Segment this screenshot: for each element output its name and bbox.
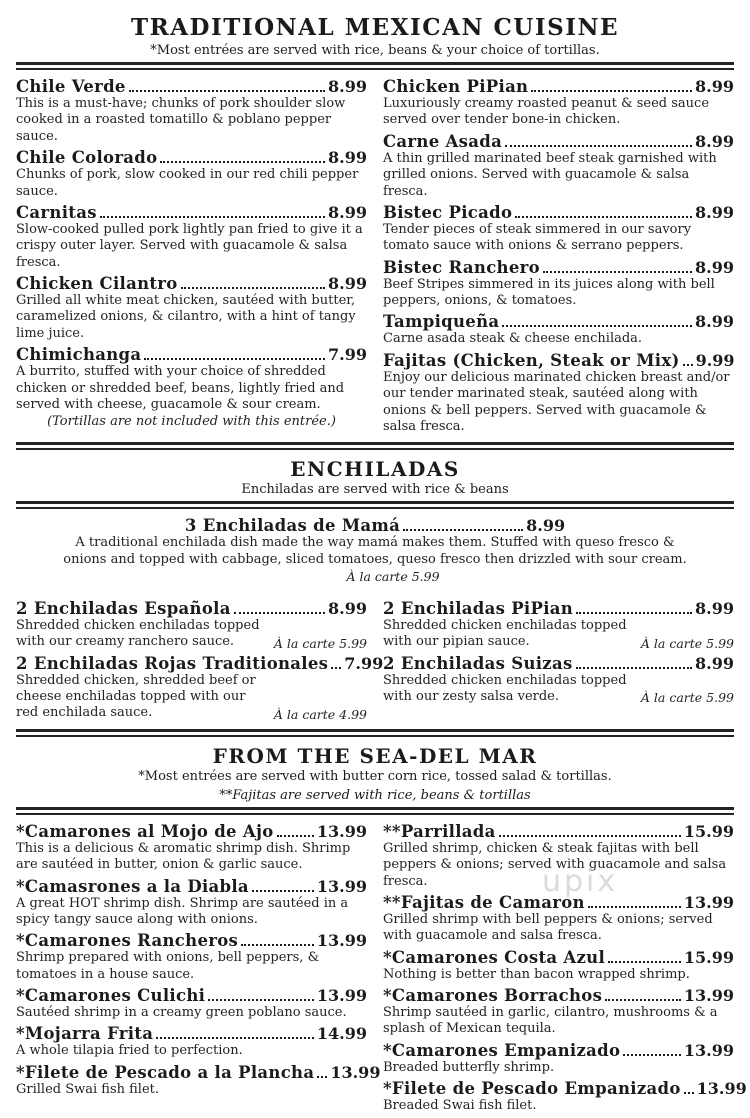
menu-item-description-row (16, 96, 367, 145)
menu-item-description-row (16, 950, 367, 983)
menu-item-description-row (383, 967, 734, 983)
dot-leader (576, 612, 692, 614)
menu-item-name: 2 Enchiladas Española (16, 598, 231, 618)
dot-leader (576, 667, 692, 669)
menu-item (16, 931, 367, 983)
menu-item-name: Chicken PiPian (383, 77, 529, 96)
divider-rule (16, 442, 734, 450)
a-la-carte-note: À la carte 5.99 (640, 635, 734, 651)
menu-item-name: Carne Asada (383, 131, 503, 151)
dot-leader (515, 216, 692, 218)
menu-item-line (383, 258, 734, 277)
menu-item-description: Shrimp prepared with onions, bell peppers, & tomatoes in a house sauce. (16, 950, 320, 982)
menu-item-description-row (16, 293, 367, 342)
menu-item-line (16, 877, 367, 896)
menu-item-price: 8.99 (328, 148, 367, 168)
a-la-carte-note: À la carte 4.99 (273, 706, 367, 722)
menu-item (16, 77, 367, 145)
a-la-carte-note: À la carte 5.99 (346, 569, 440, 585)
menu-item-description-row (16, 1005, 367, 1021)
menu-item-description: Sautéed shrimp in a creamy green poblano sauce. (16, 1005, 347, 1021)
dot-leader (252, 890, 314, 892)
featured-item (55, 516, 695, 587)
menu-item (16, 986, 367, 1021)
column-right (383, 821, 747, 1118)
menu-item-name: *Camarones Culichi (16, 986, 206, 1006)
menu-item-line (383, 986, 734, 1005)
menu-item-price: 14.99 (316, 1024, 367, 1044)
menu-item (383, 132, 734, 200)
section-note: *Most entrées are served with rice, beans & your choice of tortillas. (150, 43, 600, 58)
dot-leader (156, 1037, 314, 1039)
featured-item-line (185, 516, 565, 535)
menu-item-name: *Camarones Empanizado (383, 1040, 621, 1060)
dot-leader (531, 90, 692, 92)
menu-item-line (16, 203, 367, 222)
menu-item-line (383, 599, 734, 618)
menu-item-name: Tampiqueña (383, 312, 500, 332)
menu-item-description: Beef Stripes simmered in its juices along with bell peppers, onions, & tomatoes. (383, 276, 715, 308)
menu-item-line (383, 312, 734, 331)
menu-item-price: 7.99 (344, 653, 384, 673)
menu-item-description: Carne asada steak & cheese enchilada. (383, 331, 643, 347)
menu-item-line (383, 77, 734, 96)
a-la-carte-note: À la carte 5.99 (273, 635, 367, 651)
menu-item-name: 2 Enchiladas Suizas (383, 653, 573, 673)
dot-leader (129, 90, 325, 92)
section-note: Enchiladas are served with rice & beans (241, 482, 509, 498)
menu-item-price: 13.99 (683, 1040, 734, 1060)
menu-item-price: 8.99 (695, 598, 734, 618)
menu-item-name: Bistec Ranchero (383, 257, 540, 277)
menu-item-line (16, 822, 367, 841)
menu-item-description-row (16, 167, 367, 200)
menu-item (16, 345, 367, 429)
menu-item-price: 13.99 (696, 1079, 747, 1099)
dot-leader (234, 612, 325, 614)
menu-item-price: 13.99 (316, 931, 367, 951)
menu-item-line (16, 77, 367, 96)
divider-rule (16, 62, 734, 70)
section-title-enchiladas: ENCHILADAS (290, 457, 460, 482)
dot-leader (208, 999, 314, 1001)
divider-rule (16, 729, 734, 737)
menu-item-line (383, 1041, 734, 1060)
menu-item-description-row (383, 222, 734, 255)
menu-item (383, 599, 734, 651)
menu-item-description: Shredded chicken, shredded beef or cheese enchiladas topped with our red enchilada sauce. (16, 672, 256, 721)
menu-item-description-row (16, 896, 367, 929)
divider-rule (16, 807, 734, 815)
menu-item-name: Chile Colorado (16, 148, 158, 168)
menu-item-price: 13.99 (316, 986, 367, 1006)
menu-item-description: A thin grilled marinated beef steak garnished with grilled onions. Served with guacamole & salsa fresca. (383, 150, 717, 199)
column-left (16, 821, 381, 1118)
dot-leader (181, 287, 325, 289)
menu-item-price: 8.99 (328, 202, 367, 222)
menu-item-description-row (383, 673, 734, 706)
menu-item-price: 7.99 (328, 345, 367, 365)
menu-item (16, 822, 367, 874)
menu-item-description-row (383, 618, 734, 651)
menu-item-description: A traditional enchilada dish made the way mamá makes them. Stuffed with queso fresco & onions and topped with cabbage, sliced tomatoes, queso fresco then drizzled with sour cream. (63, 535, 687, 568)
menu-item-name: *Mojarra Frita (16, 1024, 154, 1044)
column-left (16, 77, 367, 438)
menu-item-name: 2 Enchiladas Rojas Traditionales (16, 653, 329, 673)
dot-leader (684, 1092, 694, 1094)
menu-item (383, 986, 734, 1038)
menu-item-description: Enjoy our delicious marinated chicken breast and/or our tender marinated steak, sautéed along with onions & bell peppers. Served with guacamole & salsa fresca. (383, 369, 730, 434)
item-note: (Tortillas are not included with this entrée.) (47, 414, 336, 430)
section-note: **Fajitas are served with rice, beans & tortillas (219, 787, 531, 803)
featured-item-description (55, 535, 695, 587)
menu-item-name: *Filete de Pescado Empanizado (383, 1079, 681, 1099)
menu-item-description: Shredded chicken enchiladas topped with our zesty salsa verde. (383, 672, 627, 705)
menu-item-line (383, 351, 734, 370)
dot-leader (277, 835, 314, 837)
page-title: TRADITIONAL MEXICAN CUISINE (130, 14, 620, 41)
menu-item-description-row (383, 1098, 734, 1114)
menu-item-line (383, 822, 734, 841)
section-enchiladas-columns (16, 599, 734, 725)
menu-item-name: 3 Enchiladas de Mamá (184, 516, 401, 536)
menu-item-name: Chile Verde (16, 77, 126, 96)
menu-item-description: Chunks of pork, slow cooked in our red chili pepper sauce. (16, 167, 359, 199)
menu-item-price: 13.99 (316, 821, 367, 841)
menu-item-line (383, 203, 734, 222)
menu-item-price: 9.99 (695, 350, 735, 370)
menu-item-line (16, 931, 367, 950)
dot-leader (683, 364, 693, 366)
menu-item-description-row (383, 151, 734, 200)
menu-item-price: 8.99 (695, 257, 734, 277)
column-left (16, 598, 384, 725)
menu-item (383, 822, 734, 890)
menu-item-description: A burrito, stuffed with your choice of shredded chicken or shredded beef, beans, lightly fried and served with cheese, guacamole & sour cream. (16, 364, 345, 412)
menu-item (16, 274, 367, 342)
menu-item-name: **Fajitas de Camaron (383, 892, 585, 912)
menu-item-price: 13.99 (683, 892, 734, 912)
menu-item-description: A whole tilapia fried to perfection. (16, 1043, 243, 1059)
menu-item-description: This is a delicious & aromatic shrimp dish. Shrimp are sautéed in butter, onion & garlic sauce. (16, 840, 351, 873)
menu-item-line (16, 345, 367, 364)
menu-item-description-row (383, 96, 734, 129)
menu-item (383, 351, 734, 436)
menu-item-name: Chimichanga (16, 345, 142, 365)
menu-item-description: Grilled shrimp with bell peppers & onions; served with guacamole and salsa fresca. (383, 911, 713, 944)
dot-leader (160, 161, 325, 163)
menu-item-description: Tender pieces of steak simmered in our savory tomato sauce with onions & serrano peppers. (383, 221, 692, 254)
menu-item (383, 203, 734, 255)
a-la-carte-note: À la carte 5.99 (640, 690, 734, 706)
dot-leader (100, 216, 325, 218)
menu-item-name: *Camasrones a la Diabla (16, 876, 249, 896)
section-title-sea: FROM THE SEA-DEL MAR (212, 743, 538, 768)
menu-item (16, 1024, 367, 1059)
menu-item-description-row (16, 841, 367, 874)
menu-item-price: 8.99 (328, 77, 367, 96)
menu-item-name: *Camarones Borrachos (383, 986, 603, 1006)
menu-item-name: *Camarones Rancheros (16, 931, 239, 951)
menu-item-price: 13.99 (316, 876, 367, 896)
menu-item-description-row (383, 912, 734, 945)
menu-item-description: Slow-cooked pulled pork lightly pan fried to give it a crispy outer layer. Served with guacamole & salsa fresca. (16, 221, 363, 270)
menu-item-price: 8.99 (328, 274, 367, 293)
menu-item-description: Grilled all white meat chicken, sautéed with butter, caramelized onions, & cilantro, with a hint of tangy lime juice. (16, 293, 356, 341)
menu-item-line (383, 1079, 747, 1099)
divider-rule (16, 501, 734, 509)
menu-item-name: Fajitas (Chicken, Steak or Mix) (383, 350, 680, 370)
menu-item-description: Shrimp sautéed in garlic, cilantro, mushrooms & a splash of Mexican tequila. (383, 1005, 718, 1037)
dot-leader (623, 1054, 681, 1056)
menu-item (383, 312, 734, 347)
dot-leader (144, 358, 325, 360)
menu-item-description: Breaded butterfly shrimp. (383, 1059, 555, 1075)
menu-item-description: Grilled Swai fish filet. (16, 1081, 160, 1097)
menu-item-description: Shredded chicken enchiladas topped with our pipian sauce. (383, 617, 627, 650)
menu-item-name: Chicken Cilantro (16, 274, 178, 293)
dot-leader (403, 529, 523, 531)
menu-item-price: 8.99 (695, 202, 734, 222)
menu-item-line (383, 893, 734, 912)
menu-item (16, 877, 367, 929)
menu-item-description-row (383, 1005, 734, 1038)
menu-item-price: 8.99 (695, 131, 734, 151)
menu-item-price: 15.99 (683, 821, 734, 841)
menu-item-name: *Filete de Pescado a la Plancha (16, 1062, 315, 1082)
menu-item-description: Breaded Swai fish filet. (383, 1098, 537, 1114)
menu-item-price: 8.99 (695, 77, 734, 96)
menu-item-line (383, 132, 734, 151)
menu-item-price: 8.99 (328, 598, 367, 618)
menu-item (383, 948, 734, 983)
dot-leader (608, 961, 681, 963)
menu-item (16, 599, 367, 651)
watermark: upix (542, 864, 619, 899)
menu-item-line (16, 653, 384, 673)
dot-leader (317, 1076, 327, 1078)
section-traditional-columns (16, 77, 734, 438)
menu-item-description: Luxuriously creamy roasted peanut & seed sauce served over tender bone-in chicken. (383, 96, 710, 128)
menu-item-line (16, 148, 367, 167)
menu-item (16, 203, 367, 271)
menu-item-line (383, 948, 734, 967)
dot-leader (605, 999, 681, 1001)
menu-item-description: Grilled shrimp, chicken & steak fajitas with bell peppers & onions; served with guacamole and salsa fresca. (383, 840, 727, 889)
dot-leader (543, 271, 692, 273)
menu-item-price: 13.99 (330, 1062, 381, 1082)
dot-leader (505, 145, 692, 147)
menu-item (16, 1062, 381, 1098)
menu-item (16, 148, 367, 200)
menu-item-line (16, 274, 367, 293)
column-right (383, 599, 734, 725)
menu-item-description-row (383, 370, 734, 436)
menu-item-line (16, 1024, 367, 1043)
menu-item-price: 8.99 (695, 312, 734, 332)
menu-item-description: Nothing is better than bacon wrapped shrimp. (383, 966, 690, 982)
column-right (383, 77, 734, 438)
menu-item-name: *Camarones Costa Azul (383, 947, 606, 967)
menu-item-price: 13.99 (683, 986, 734, 1006)
menu-item-price: 8.99 (695, 653, 734, 673)
menu-item (383, 258, 734, 310)
menu-item-description-row (16, 222, 367, 271)
menu-item-description: A great HOT shrimp dish. Shrimp are sautéed in a spicy tangy sauce along with onions. (16, 895, 349, 927)
menu-item-name: *Camarones al Mojo de Ajo (16, 821, 274, 841)
menu-item-description: This is a must-have; chunks of pork shoulder slow cooked in a roasted tomatillo & poblano pepper sauce. (16, 96, 346, 144)
menu-item (383, 654, 734, 706)
menu-item-description-row (16, 618, 367, 651)
menu-item (383, 893, 734, 945)
menu-item-description-row (16, 1043, 367, 1059)
dot-leader (241, 944, 314, 946)
menu-item-description-row (383, 277, 734, 310)
dot-leader (499, 835, 681, 837)
menu-item-description-row (16, 673, 367, 722)
section-sea-columns (16, 821, 747, 1118)
section-note: *Most entrées are served with butter corn rice, tossed salad & tortillas. (138, 768, 612, 784)
menu-item-name: **Parrillada (383, 821, 496, 841)
dot-leader (502, 325, 692, 327)
menu-item-line (383, 654, 734, 673)
menu-item-price: 15.99 (683, 947, 734, 967)
menu-item-description-row (383, 1060, 734, 1076)
menu-item-name: Carnitas (16, 202, 97, 222)
dot-leader (588, 906, 681, 908)
menu-item (383, 1041, 734, 1076)
menu-item-description-row (383, 841, 734, 890)
menu-item-name: Bistec Picado (383, 202, 513, 222)
menu-item-line (16, 1062, 381, 1082)
menu-item-line (16, 986, 367, 1005)
menu-item (383, 1079, 747, 1114)
menu-item-description-row (16, 364, 367, 413)
menu-item-description-row (16, 1082, 367, 1098)
menu-item-description: Shredded chicken enchiladas topped with our creamy ranchero sauce. (16, 617, 260, 650)
menu-item-price: 8.99 (526, 516, 566, 536)
menu-item (16, 653, 384, 722)
menu-item (383, 77, 734, 129)
menu-item-description-row (383, 331, 734, 347)
menu-item-line (16, 599, 367, 618)
dot-leader (331, 667, 341, 669)
menu-item-name: 2 Enchiladas PiPian (383, 598, 574, 618)
